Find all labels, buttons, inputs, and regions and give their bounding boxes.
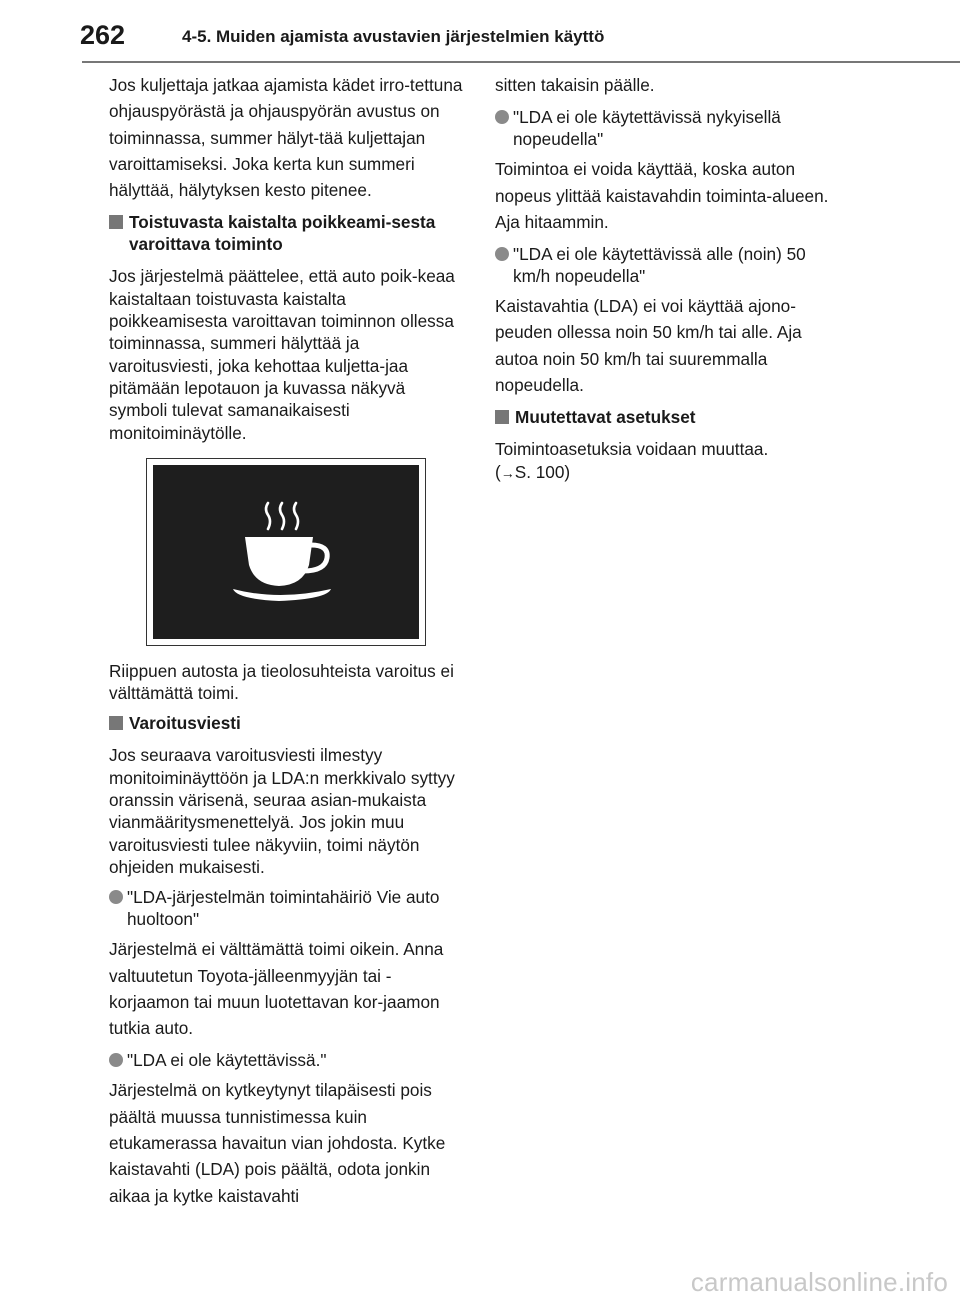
- bullet-text: "LDA ei ole käytettävissä alle (noin) 50 km/h nopeudella": [513, 244, 806, 287]
- heading-square-icon: [495, 410, 509, 424]
- display-screen: [153, 465, 419, 639]
- watermark: carmanualsonline.info: [690, 1267, 948, 1297]
- section-heading-repeated-departure: [109, 211, 465, 255]
- paragraph-settings: [495, 438, 845, 484]
- heading-text: Muutettavat asetukset: [515, 407, 696, 428]
- paragraph-speed-too-low: Kaistavahtia (LDA) ei voi käyttää ajono-peuden ollessa noin 50 km/h tai alle. Aja autoa noin 50 km/h tai suuremmalla nopeudella.: [495, 296, 802, 396]
- paragraph-warning-message: Jos seuraava varoitusviesti ilmestyy monitoiminäyttöön ja LDA:n merkkivalo syttyy oranssin värisenä, seuraa asian-mukaista vianmääritysmenettelyä. Jos jokin muu varoitusviesti tulee näkyviin, toimi näytön ohjeiden mukaisesti.: [109, 745, 455, 877]
- bullet-dot-icon: [109, 1053, 123, 1067]
- paragraph-may-not-work: Riippuen autosta ja tieolosuhteista varoitus ei välttämättä toimi.: [109, 660, 454, 704]
- coffee-cup-icon: [153, 465, 419, 639]
- heading-square-icon: [109, 716, 123, 730]
- bullet-lda-unavailable: [109, 1049, 465, 1071]
- bullet-unavailable-below-50: [495, 243, 845, 287]
- page-number: 262: [80, 20, 126, 50]
- bullet-text: "LDA ei ole käytettävissä nykyisellä nopeudella": [513, 107, 781, 150]
- paragraph-hands-off-warning: Jos kuljettaja jatkaa ajamista kädet irro-tettuna ohjauspyörästä ja ohjauspyörän avustus on toiminnassa, summer hälyt-tää kuljettajan varoittamiseksi. Joka kerta kun summeri hälyttää, hälytyksen kesto pitenee.: [109, 75, 463, 201]
- bullet-dot-icon: [495, 247, 509, 261]
- page-reference-text: S. 100): [514, 461, 571, 482]
- paragraph-speed-too-high: Toimintoa ei voida käyttää, koska auton nopeus ylittää kaistavahdin toiminta-alueen. Aja hitaammin.: [495, 159, 829, 232]
- heading-text: Toistuvasta kaistalta poikkeami-sesta varoittava toiminto: [129, 212, 436, 255]
- paragraph-malfunction: Järjestelmä ei välttämättä toimi oikein. Anna valtuutetun Toyota-jälleenmyyjän tai -korjaamon tai muun luotettavan kor-jaamon tutkia auto.: [109, 939, 444, 1039]
- settings-text: Toimintoasetuksia voidaan muuttaa.: [495, 439, 769, 460]
- page-reference-link[interactable]: [495, 462, 570, 482]
- header-divider: [82, 61, 960, 63]
- left-column: [109, 72, 465, 1217]
- paragraph-repeated-departure: Jos järjestelmä päättelee, että auto poik-keaa kaistaltaan toistuvasta kaistalta poikkeamisesta varoittavan toiminnon ollessa toiminnassa, summeri hälyttää ja varoitusviesti, joka kehottaa kuljetta-jaa pitämään lepotauon ja kuvassa näkyvä symboli tulevat samanaikaisesti monitoiminäytölle.: [109, 266, 455, 443]
- section-heading-settings: [495, 406, 845, 428]
- right-column: [495, 72, 845, 492]
- arrow-right-icon: →: [500, 464, 515, 481]
- rest-break-figure: [146, 458, 426, 646]
- bullet-unavailable-speed: [495, 106, 845, 150]
- paragraph-unavailable: Järjestelmä on kytkeytynyt tilapäisesti pois päältä muussa tunnistimessa kuin etukamerassa havaitun vian johdosta. Kytke kaistavahti (LDA) pois päältä, odota jonkin aikaa ja kytke kaistavahti: [109, 1080, 446, 1206]
- bullet-text: "LDA ei ole käytettävissä.": [127, 1050, 327, 1071]
- page-header: [0, 0, 960, 64]
- bullet-text: "LDA-järjestelmän toimintahäiriö Vie auto huoltoon": [127, 887, 440, 930]
- heading-text: Varoitusviesti: [129, 713, 241, 734]
- bullet-dot-icon: [495, 110, 509, 124]
- paren-open: (: [495, 461, 501, 482]
- bullet-lda-malfunction: [109, 886, 465, 930]
- paragraph-turn-back-on: sitten takaisin päälle.: [495, 75, 655, 95]
- heading-square-icon: [109, 215, 123, 229]
- section-heading-warning-message: [109, 712, 465, 734]
- bullet-dot-icon: [109, 890, 123, 904]
- chapter-title: 4-5. Muiden ajamista avustavien järjestelmien käyttö: [182, 27, 605, 46]
